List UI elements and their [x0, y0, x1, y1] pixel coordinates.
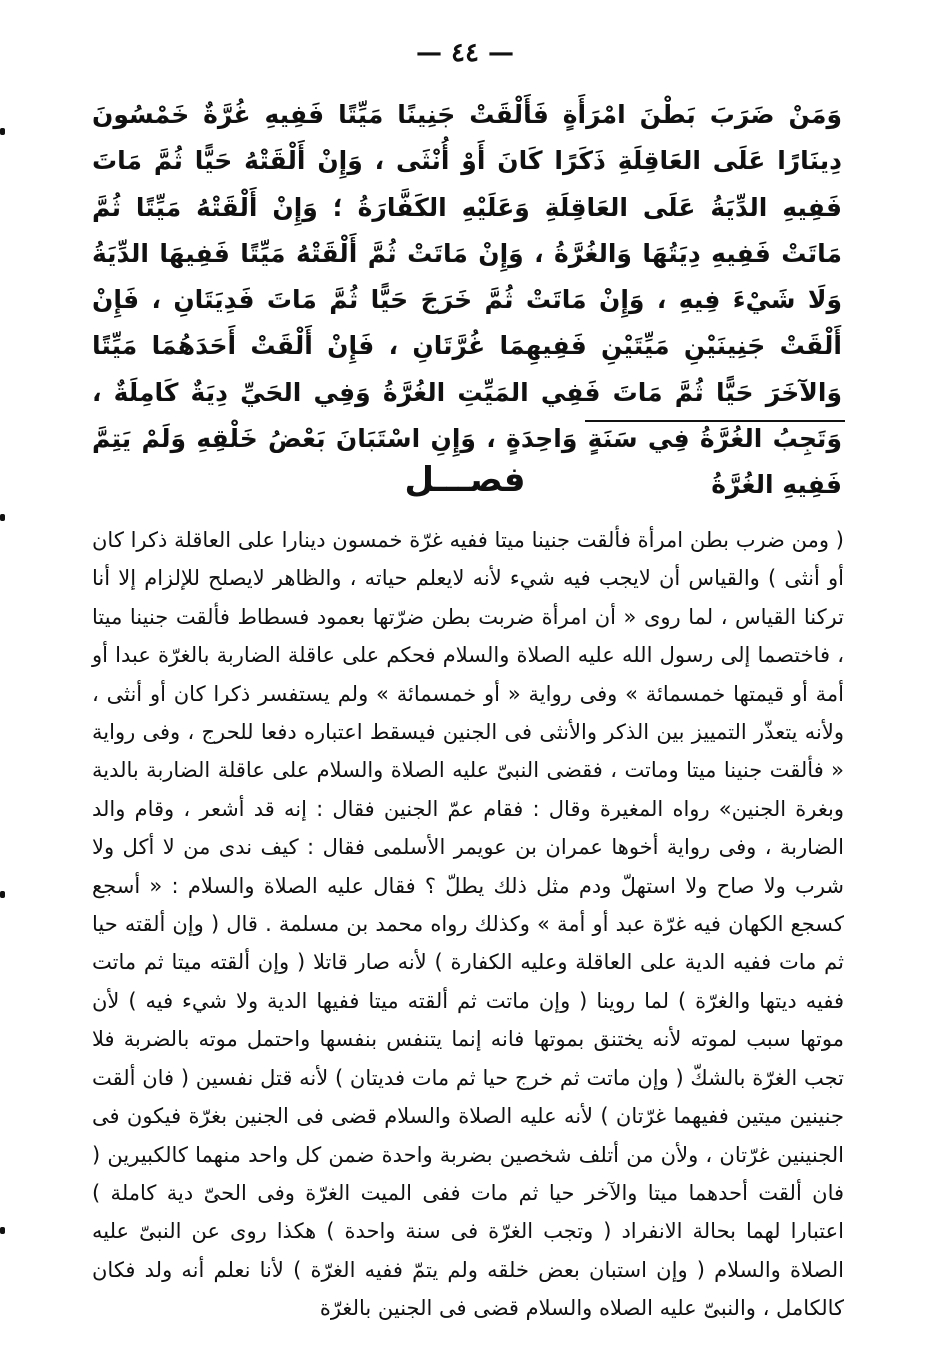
margin-mark — [0, 891, 5, 898]
commentary-paragraph: ( ومن ضرب بطن امرأة فألقت جنينا ميتا ففيه غرّة خمسون دينارا على العاقلة ذكرا كان أو أنثى ) والقياس أن لايجب فيه شيء لأنه لايعلم حياته ، والظاهر لايصلح للإلزام إلا أنا تركنا القياس ، لما روى « أن امرأة ضربت بطن ضرّتها بعمود فسطاط فألقت جنينا ميتا ، فاختصما إلى رسول الله عليه الصلاة والسلام فحكم على عاقلة الضاربة بالغرّة عبدا أو أمة أو قيمتها خمسمائة » وفى رواية « أو خمسمائة » ولم يستفسر ذكرا كان أو أنثى ، ولأنه يتعذّر التمييز بين الذكر والأنثى فى الجنين فيسقط اعتباره دفعا للحرج ، وفى رواية « فألقت جنينا ميتا وماتت ، فقضى النبىّ عليه الصلاة والسلام على عاقلة الضاربة بالدية وبغرة الجنين» رواه المغيرة وقال : فقام عمّ الجنين فقال : إنه قد أشعر ، وقام والد الضاربة ، وفى رواية أخوها عمران بن عويمر الأسلمى فقال : كيف ندى من لا أكل ولا شرب ولا صاح ولا استهلّ ودم مثل ذلك يطلّ ؟ فقال عليه الصلاة والسلام : « أسجع كسجع الكهان فيه غرّة عبد أو أمة » وكذلك رواه محمد بن مسلمة . قال ( وإن ألقته حيا ثم مات ففيه الدية على العاقلة وعليه الكفارة ) لأنه صار قاتلا ( وإن ألقته ميتا ثم ماتت ففيه ديتها والغرّة ) لما روينا ( وإن ماتت ثم ألقته ميتا ففيها الدية ولا شيء فيه ) لأن موتها سبب لموته لأنه يختنق بموتها فانه إنما يتنفس بنفسها واحتمل موته بالضربة فلا تجب الغرّة بالشكّ ( وإن ماتت ثم خرج حيا ثم مات فديتان ) لأنه قتل نفسين ( فان ألقت جنينين ميتين ففيهما غرّتان ) لأنه عليه الصلاة والسلام قضى فى الجنين بغرّة فيكون فى الجنينين غرّتان ، ولأن من أتلف شخصين بضربة واحدة ضمن كل واحد منهما كالكبيرين ( فان ألقت أحدهما ميتا والآخر حيا ثم مات ففى الميت الغرّة وفى الحىّ دية كاملة ) اعتبارا لهما بحالة الانفراد ( وتجب الغرّة فى سنة واحدة ) هكذا روى عن النبىّ عليه الصلاة والسلام ( وإن استبان بعض خلقه ولم يتمّ ففيه الغرّة ) لأنا نعلم أنه ولد فكان كالكامل ، والنبىّ عليه الصلاه والسلام قضى فى الجنين بالغرّة — [92, 528, 844, 1321]
separator-rule — [585, 420, 845, 422]
margin-mark — [0, 128, 5, 135]
margin-mark — [0, 514, 5, 521]
commentary-text — [92, 521, 844, 1328]
page-number: — ٤٤ — — [415, 38, 515, 68]
margin-mark — [0, 1227, 5, 1234]
section-heading: فصـــل — [404, 460, 526, 500]
matn-text: وَمَنْ ضَرَبَ بَطْنَ امْرَأَةٍ فَأَلْقَتْ جَنِينًا مَيِّتًا فَفِيهِ غُرَّةٌ خَمْسُونَ دِينَارًا عَلَى العَاقِلَةِ ذَكَرًا كَانَ أَوْ أُنْثَى ، وَإِنْ أَلْقَتْهُ حَيًّا ثُمَّ مَاتَ فَفِيهِ الدِّيَةُ عَلَى العَاقِلَةِ وَعَلَيْهِ الكَفَّارَةُ ؛ وَإِنْ أَلْقَتْهُ مَيِّتًا ثُمَّ مَاتَتْ فَفِيهِ دِيَتُهَا وَالغُرَّةُ ، وَإِنْ مَاتَتْ ثُمَّ أَلْقَتْهُ مَيِّتًا فَفِيهَا الدِّيَةُ وَلَا شَيْءَ فِيهِ ، وَإِنْ مَاتَتْ ثُمَّ خَرَجَ حَيًّا ثُمَّ مَاتَ فَدِيَتَانِ ، فَإِنْ أَلْقَتْ جَنِينَيْنِ مَيِّتَيْنِ فَفِيهِمَا غُرَّتَانِ ، فَإِنْ أَلْقَتْ أَحَدَهُمَا مَيِّتًا وَالآخَرَ حَيًّا ثُمَّ مَاتَ فَفِي المَيِّتِ الغُرَّةُ وَفِي الحَيِّ دِيَةٌ كَامِلَةٌ ، وَتَجِبُ الغُرَّةُ فِي سَنَةٍ وَاحِدَةٍ ، وَإِنِ اسْتَبَانَ بَعْضُ خَلْقِهِ وَلَمْ يَتِمَّ فَفِيهِ الغُرَّةُ — [92, 100, 842, 500]
